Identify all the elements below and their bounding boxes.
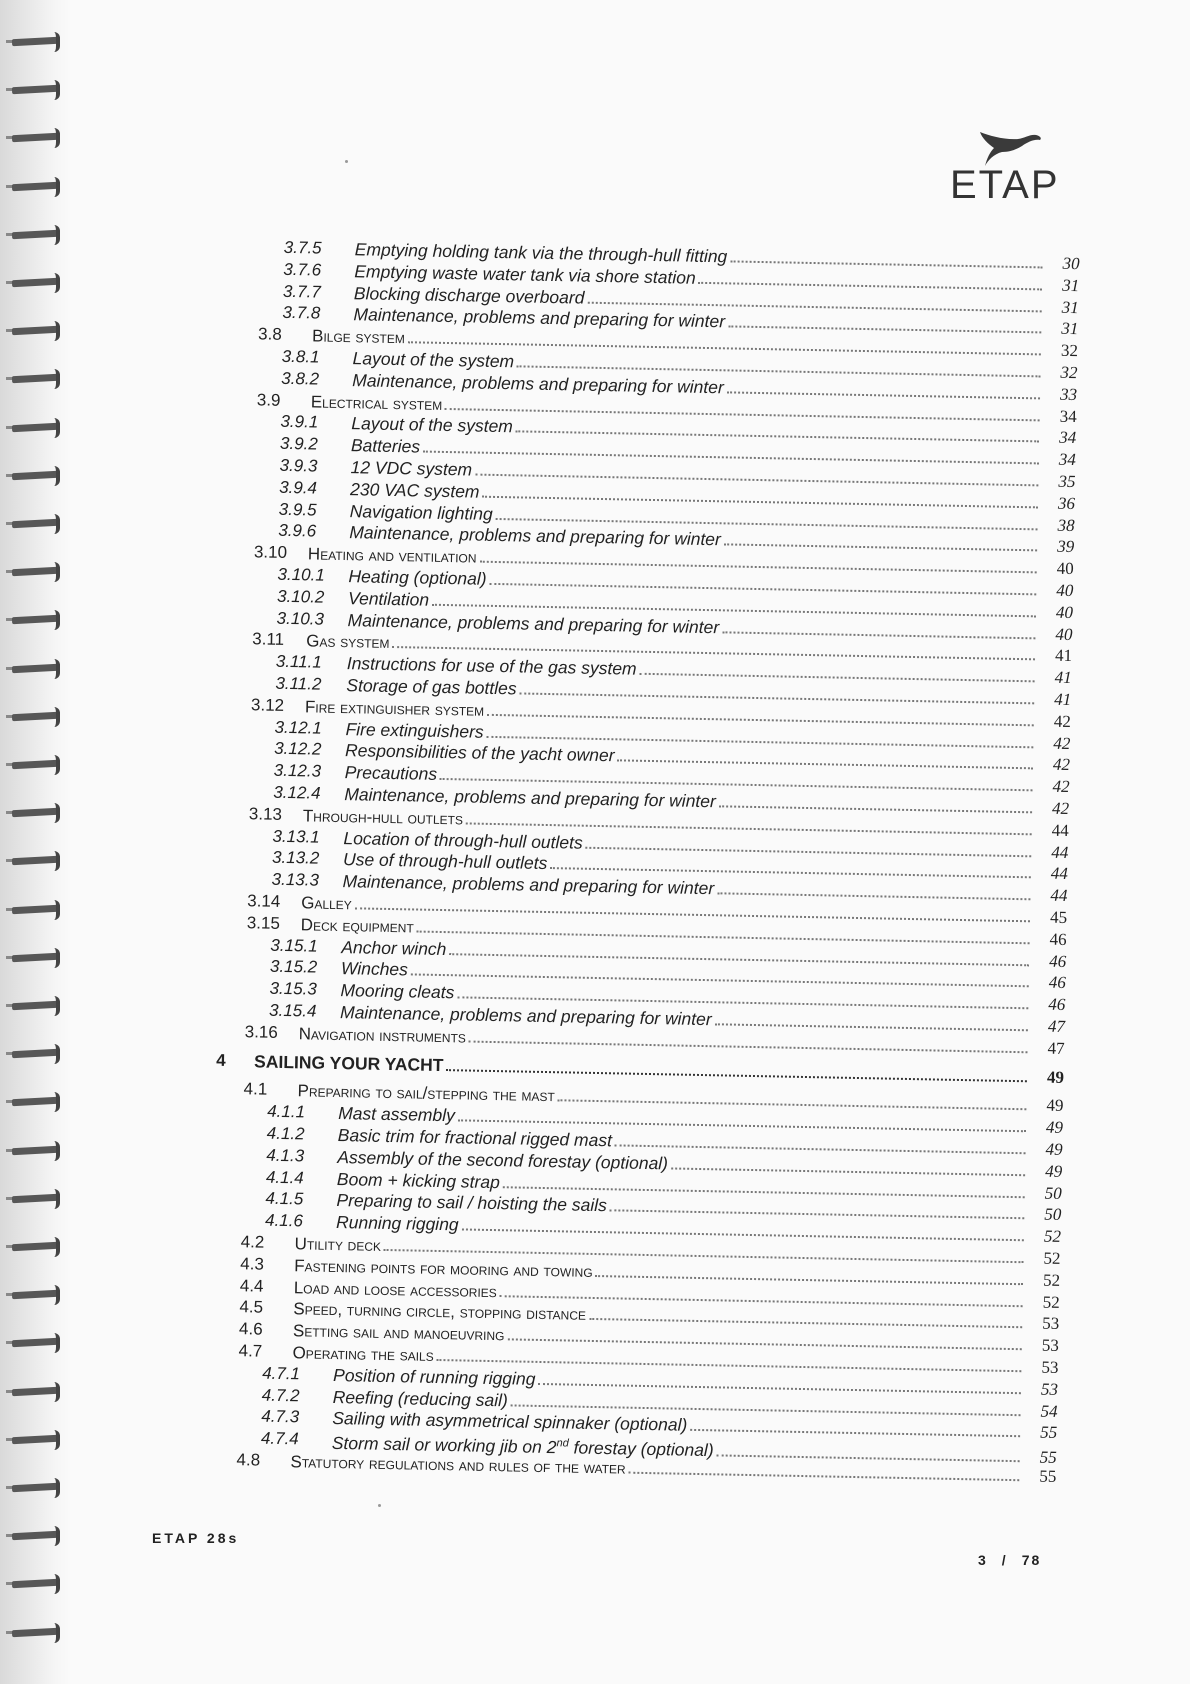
binding-coil xyxy=(6,1621,58,1645)
toc-entry-number: 4.3 xyxy=(240,1254,265,1274)
toc-entry-number: 4.1.2 xyxy=(266,1123,305,1144)
toc-entry-page: 44 xyxy=(1050,863,1069,884)
toc-entry-title: Running rigging xyxy=(335,1212,459,1235)
toc-entry-title: Instructions for use of the gas system xyxy=(346,653,637,679)
toc-entry-title: Fire extinguisher system xyxy=(304,697,485,720)
toc-entry-page: 50 xyxy=(1044,1183,1062,1203)
toc-entry-number: 3.12.3 xyxy=(273,760,322,781)
toc-entry-page: 31 xyxy=(1061,319,1079,339)
toc-entry-title: Reefing (reducing sail) xyxy=(332,1386,508,1410)
table-of-contents xyxy=(216,236,1080,1487)
toc-entry-number: 3.15.1 xyxy=(270,935,318,956)
binding-coil xyxy=(6,1476,58,1500)
binding-coil xyxy=(6,30,58,54)
binding-coil xyxy=(6,1187,58,1211)
toc-entry-title: Use of through-hull outlets xyxy=(342,849,548,874)
toc-entry-page: 32 xyxy=(1060,340,1079,361)
toc-entry-page: 42 xyxy=(1052,755,1071,775)
toc-entry-title: Maintenance, problems and preparing for winter xyxy=(349,522,722,550)
toc-entry-page: 44 xyxy=(1051,842,1069,862)
toc-entry-title: Bilge system xyxy=(311,326,406,348)
toc-entry-title: Maintenance, problems and preparing for winter xyxy=(353,304,726,332)
toc-entry-page: 30 xyxy=(1062,253,1080,274)
toc-entry-number: 3.15.4 xyxy=(268,1000,317,1021)
toc-entry-title: Sailing with asymmetrical spinnaker (optional) xyxy=(332,1408,688,1436)
toc-entry-page: 52 xyxy=(1042,1270,1061,1290)
toc-entry-number: 3.9.5 xyxy=(278,499,317,520)
toc-entry-number: 3.9.1 xyxy=(280,412,319,432)
toc-entry-page: 49 xyxy=(1046,1068,1065,1088)
binding-coil xyxy=(6,175,58,199)
toc-entry-page: 42 xyxy=(1052,776,1070,797)
toc-entry-title: Basic trim for fractional rigged mast xyxy=(337,1125,613,1151)
toc-entry-number: 4.6 xyxy=(238,1319,263,1339)
toc-entry-page: 47 xyxy=(1047,1038,1065,1058)
toc-entry-page: 54 xyxy=(1040,1401,1058,1421)
toc-entry-number: 4.1 xyxy=(243,1079,268,1100)
binding-coil xyxy=(6,78,58,102)
toc-entry-page: 41 xyxy=(1054,667,1072,688)
toc-entry-title: Anchor winch xyxy=(341,936,447,959)
toc-entry-number: 3.12 xyxy=(250,695,285,715)
toc-entry-page: 40 xyxy=(1055,624,1073,644)
toc-entry-title: Blocking discharge overboard xyxy=(353,282,585,308)
toc-entry-page: 55 xyxy=(1039,1466,1057,1486)
binding-coil xyxy=(6,1331,58,1355)
toc-entry-title: SAILING YOUR YACHT xyxy=(253,1051,444,1076)
toc-entry-title: Storage of gas bottles xyxy=(346,675,517,699)
toc-entry-page: 52 xyxy=(1043,1248,1061,1269)
toc-entry-number: 4.1.4 xyxy=(265,1167,304,1188)
binding-coil xyxy=(6,1042,58,1066)
toc-entry-number: 3.10 xyxy=(253,542,288,563)
toc-entry-page: 53 xyxy=(1041,1335,1060,1356)
toc-entry-page: 32 xyxy=(1060,362,1078,383)
footer-model: ETAP 28s xyxy=(152,1530,240,1546)
toc-entry-page: 40 xyxy=(1056,580,1074,601)
toc-entry-page: 46 xyxy=(1048,994,1066,1015)
toc-entry-page: 35 xyxy=(1058,471,1076,492)
toc-entry-title: Batteries xyxy=(350,435,421,457)
toc-entry-title: Precautions xyxy=(344,762,438,785)
binding-coil xyxy=(6,223,58,247)
toc-entry-page: 49 xyxy=(1045,1161,1063,1181)
toc-entry-number: 4.2 xyxy=(240,1232,265,1252)
toc-entry-number: 4.7 xyxy=(238,1341,263,1361)
binding-coil xyxy=(6,705,58,729)
toc-entry-title: Responsibilities of the yacht owner xyxy=(344,740,615,766)
toc-entry-number: 3.9.2 xyxy=(279,433,319,454)
toc-entry-number: 4.5 xyxy=(239,1297,264,1318)
toc-entry-number: 4.7.1 xyxy=(261,1363,301,1384)
toc-entry-page: 41 xyxy=(1054,689,1072,709)
binding-coil xyxy=(6,319,58,343)
toc-entry-title: Assembly of the second forestay (optional) xyxy=(337,1146,669,1174)
toc-entry-title: Mooring cleats xyxy=(340,980,455,1003)
toc-entry-title: Deck equipment xyxy=(300,914,414,937)
toc-entry-number: 4.7.3 xyxy=(261,1407,300,1427)
page-total: 78 xyxy=(1021,1552,1042,1568)
toc-entry-page: 38 xyxy=(1057,515,1075,535)
toc-entry-title: Statutory regulations and rules of the water xyxy=(290,1452,626,1478)
toc-entry-number: 3.9.3 xyxy=(279,455,318,476)
toc-entry-number: 3.8 xyxy=(257,324,282,345)
toc-entry-number: 4.1.5 xyxy=(265,1189,304,1209)
binding-coil xyxy=(6,126,58,150)
toc-entry-page: 53 xyxy=(1042,1314,1060,1334)
toc-entry-number: 3.7.7 xyxy=(282,281,321,302)
toc-entry-title: Position of running rigging xyxy=(332,1364,536,1389)
toc-entry-page: 55 xyxy=(1039,1447,1057,1467)
toc-entry-number: 3.12.1 xyxy=(274,717,323,738)
toc-entry-number: 3.15.3 xyxy=(269,978,318,999)
dot-leader xyxy=(730,245,1043,268)
toc-entry-number: 4.8 xyxy=(236,1450,261,1470)
toc-entry-title: Navigation lighting xyxy=(349,500,493,524)
dust-speck xyxy=(345,160,348,163)
binding-coil xyxy=(6,753,58,777)
binding-coil xyxy=(6,849,58,873)
toc-entry-number: 4.1.6 xyxy=(264,1210,304,1231)
toc-entry-page: 45 xyxy=(1049,907,1068,927)
toc-entry-title: 12 VDC system xyxy=(350,457,473,480)
toc-entry-number: 4.1.3 xyxy=(266,1145,305,1166)
toc-entry-number: 3.13.3 xyxy=(271,869,320,890)
binding-coil xyxy=(6,512,58,536)
toc-entry-page: 53 xyxy=(1040,1379,1059,1399)
binding-coil xyxy=(6,464,58,488)
toc-entry-number: 3.13.2 xyxy=(271,848,320,868)
toc-entry-number: 3.16 xyxy=(244,1021,279,1042)
toc-entry-page: 46 xyxy=(1049,929,1067,949)
toc-entry-page: 47 xyxy=(1047,1016,1066,1036)
toc-entry-page: 33 xyxy=(1059,384,1078,404)
toc-entry-page: 46 xyxy=(1049,951,1067,971)
toc-entry-title: Preparing to sail/stepping the mast xyxy=(297,1081,555,1106)
toc-entry-number: 3.11 xyxy=(252,629,285,650)
toc-entry-title: Operating the sails xyxy=(292,1343,434,1365)
toc-entry-title: Storm sail or working jib on 2nd forestay (optional) xyxy=(331,1433,714,1461)
toc-entry-title: Speed, turning circle, stopping distance xyxy=(293,1299,587,1325)
toc-entry-title: Preparing to sail / hoisting the sails xyxy=(336,1190,608,1216)
toc-entry-number: 3.12.4 xyxy=(273,782,321,803)
toc-entry-title: Gas system xyxy=(306,631,390,653)
toc-entry-number: 3.9.4 xyxy=(279,477,318,498)
toc-entry-title: Maintenance, problems and preparing for winter xyxy=(347,609,720,637)
toc-entry-page: 39 xyxy=(1057,537,1075,557)
binding-coil xyxy=(6,1524,58,1548)
toc-entry-page: 34 xyxy=(1058,449,1077,470)
toc-entry-title: Navigation instruments xyxy=(298,1023,467,1047)
toc-entry-number: 4.4 xyxy=(239,1275,264,1296)
toc-entry-title: Fire extinguishers xyxy=(345,718,484,742)
toc-entry-page: 49 xyxy=(1045,1117,1064,1138)
toc-entry-title: Layout of the system xyxy=(352,348,515,372)
etap-logo xyxy=(930,130,1080,210)
binding-coil xyxy=(6,367,58,391)
toc-entry-number: 4.7.2 xyxy=(261,1385,300,1405)
binding-coil xyxy=(6,1380,58,1404)
toc-entry-page: 31 xyxy=(1061,297,1079,317)
toc-entry-number: 4 xyxy=(215,1051,226,1071)
toc-entry-title: Load and loose accessories xyxy=(293,1277,497,1301)
toc-entry-number: 3.7.8 xyxy=(282,303,321,323)
toc-entry-page: 44 xyxy=(1051,820,1069,840)
toc-entry-number: 3.9 xyxy=(256,389,281,410)
footer-page-number xyxy=(978,1552,1041,1568)
toc-entry-page: 52 xyxy=(1043,1226,1062,1247)
toc-entry-number: 4.7.4 xyxy=(260,1428,299,1449)
toc-entry-title: Utility deck xyxy=(294,1234,382,1255)
toc-entry-number: 3.8.1 xyxy=(281,346,320,367)
toc-entry-page: 44 xyxy=(1050,885,1068,906)
toc-entry-number: 3.13.1 xyxy=(272,826,320,847)
toc-entry-number: 3.9.6 xyxy=(278,521,317,541)
binding-coil xyxy=(6,946,58,970)
spiral-binding xyxy=(6,30,66,1670)
toc-entry-title: Mast assembly xyxy=(337,1103,456,1126)
toc-entry-page: 41 xyxy=(1054,646,1073,666)
toc-entry-title: Emptying waste water tank via shore station xyxy=(354,261,696,288)
binding-coil xyxy=(6,898,58,922)
logo-text: ETAP xyxy=(950,163,1060,207)
toc-entry-page: 46 xyxy=(1048,972,1066,993)
toc-entry-title: Layout of the system xyxy=(351,413,514,437)
toc-entry-page: 52 xyxy=(1042,1292,1060,1312)
toc-entry-title: Maintenance, problems and preparing for winter xyxy=(344,784,717,812)
toc-entry-page: 50 xyxy=(1044,1205,1062,1225)
toc-entry-title: Through-hull outlets xyxy=(302,806,464,829)
toc-entry-title: Maintenance, problems and preparing for winter xyxy=(342,871,715,899)
toc-entry-page: 42 xyxy=(1053,711,1072,731)
toc-entry-title: Heating (optional) xyxy=(348,566,487,589)
toc-entry-title: Electrical system xyxy=(310,391,443,414)
toc-entry-page: 53 xyxy=(1041,1357,1059,1377)
toc-entry-title: Location of through-hull outlets xyxy=(343,827,583,853)
toc-entry-page: 49 xyxy=(1046,1096,1064,1116)
toc-entry-number: 3.7.5 xyxy=(283,237,322,258)
toc-entry-number: 3.10.2 xyxy=(276,586,325,607)
binding-coil xyxy=(6,1428,58,1452)
binding-coil xyxy=(6,1235,58,1259)
toc-entry-number: 3.11.1 xyxy=(275,651,323,672)
page-current: 3 xyxy=(978,1552,988,1568)
dust-speck xyxy=(378,1504,381,1507)
toc-entry-title: 230 VAC system xyxy=(349,478,480,502)
binding-coil xyxy=(6,801,58,825)
toc-entry-title: Galley xyxy=(301,893,352,914)
binding-coil xyxy=(6,1283,58,1307)
toc-entry-title: Boom + kicking strap xyxy=(336,1168,501,1192)
toc-entry-number: 3.8.2 xyxy=(281,368,320,389)
toc-entry-title: Winches xyxy=(340,958,409,980)
dot-leader xyxy=(446,1055,1027,1083)
toc-entry-page: 40 xyxy=(1056,558,1074,579)
toc-entry-number: 3.13 xyxy=(248,803,283,824)
toc-entry-page: 42 xyxy=(1053,733,1071,753)
toc-entry-page: 40 xyxy=(1055,602,1074,622)
binding-coil xyxy=(6,994,58,1018)
toc-entry-page: 34 xyxy=(1059,406,1077,426)
toc-entry-title: Ventilation xyxy=(347,587,430,610)
bird-logo-icon xyxy=(930,130,1080,210)
page-separator: / xyxy=(1001,1552,1008,1568)
toc-entry-title: Maintenance, problems and preparing for winter xyxy=(339,1001,712,1030)
toc-entry-number: 3.15 xyxy=(246,912,281,933)
binding-coil xyxy=(6,1090,58,1114)
toc-entry-number: 3.10.3 xyxy=(276,608,325,629)
toc-entry-page: 42 xyxy=(1051,798,1070,818)
toc-entry-page: 31 xyxy=(1062,275,1080,295)
toc-entry-number: 3.10.1 xyxy=(277,564,325,585)
toc-entry-title: Heating and ventilation xyxy=(307,544,477,567)
binding-coil xyxy=(6,657,58,681)
binding-coil xyxy=(6,1572,58,1596)
binding-coil xyxy=(6,416,58,440)
toc-entry-number: 3.7.6 xyxy=(283,259,322,280)
toc-entry-number: 4.1.1 xyxy=(267,1101,306,1122)
toc-entry-number: 3.15.2 xyxy=(269,957,318,977)
toc-entry-title: Fastening points for mooring and towing xyxy=(294,1256,593,1281)
toc-entry-page: 34 xyxy=(1059,428,1077,448)
toc-entry-number: 3.12.2 xyxy=(273,739,322,759)
toc-entry-title: Setting sail and manoeuvring xyxy=(292,1321,505,1345)
toc-entry-page: 55 xyxy=(1039,1423,1058,1443)
toc-entry-number: 3.11.2 xyxy=(275,673,322,694)
toc-entry-title: Maintenance, problems and preparing for winter xyxy=(352,369,724,398)
toc-entry-number: 3.14 xyxy=(247,891,281,911)
binding-coil xyxy=(6,1139,58,1163)
binding-coil xyxy=(6,608,58,632)
binding-coil xyxy=(6,271,58,295)
toc-entry-title: Emptying holding tank via the through-hull fitting xyxy=(354,239,728,267)
binding-coil xyxy=(6,560,58,584)
toc-entry-page: 36 xyxy=(1057,493,1076,513)
toc-entry-page: 49 xyxy=(1045,1139,1063,1160)
